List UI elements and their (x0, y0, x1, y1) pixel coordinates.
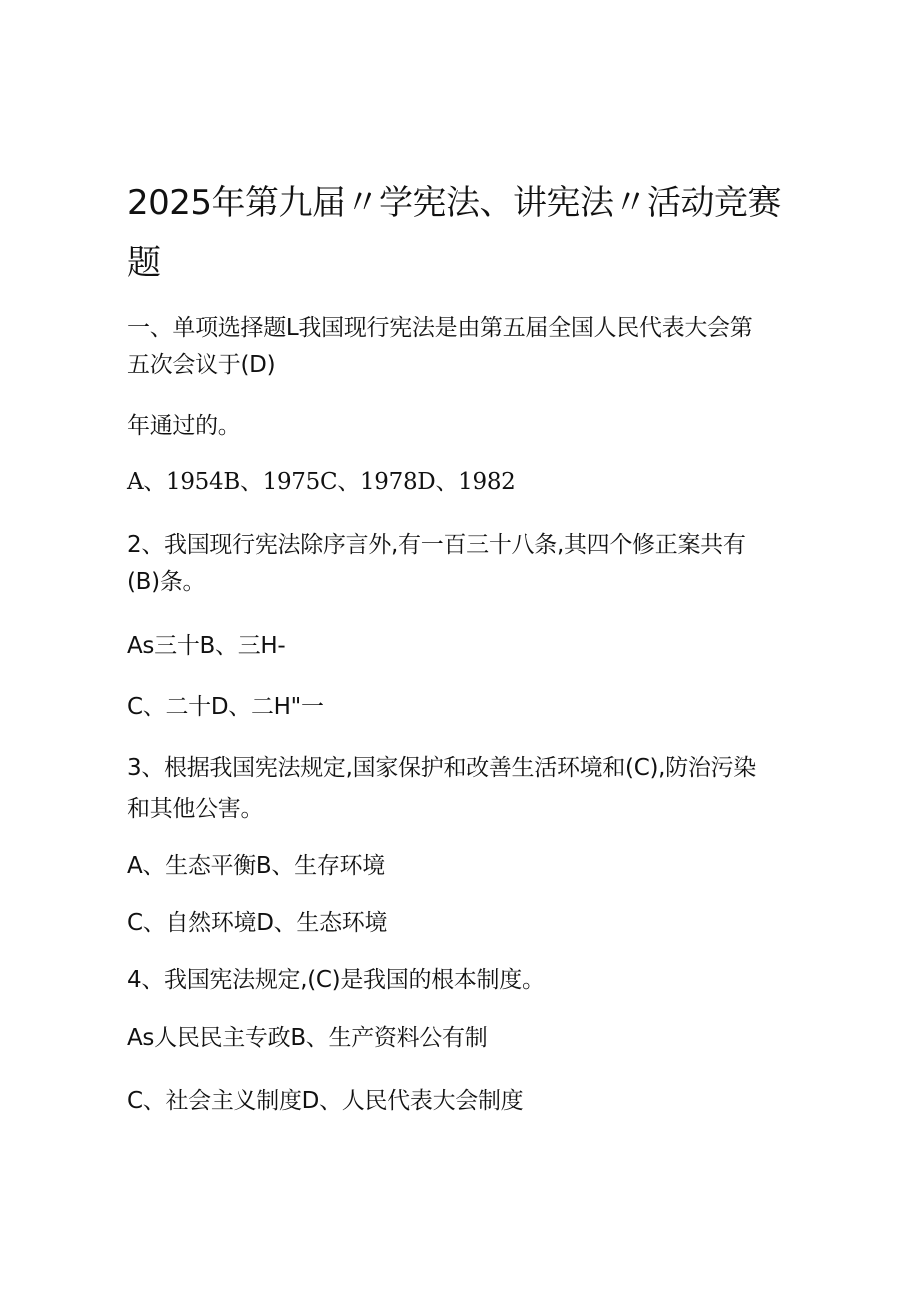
title-line-2: 题 (127, 243, 161, 283)
question-3-line-2: 和其他公害。 (127, 796, 264, 822)
question-2-line-1: 2、我国现行宪法除序言外,有一百三十八条,其四个修正案共有 (127, 532, 746, 558)
question-1-line-1: 一、单项选择题L我国现行宪法是由第五届全国人民代表大会第 (127, 315, 753, 341)
question-3-options-2: C、自然环境D、生态环境 (127, 910, 388, 936)
question-4-options-2: C、社会主义制度D、人民代表大会制度 (127, 1088, 524, 1114)
document-title (127, 173, 807, 293)
question-4-options-1: As人民民主专政B、生产资料公有制 (127, 1025, 488, 1051)
question-2-options-1: As三十B、三H- (127, 633, 286, 659)
question-1-options: A、1954B、1975C、1978D、1982 (127, 469, 516, 495)
question-3-options-1: A、生态平衡B、生存环境 (127, 853, 385, 879)
question-1-line-3: 年通过的。 (127, 413, 241, 439)
question-2-options-2: C、二十D、二H"一 (127, 694, 324, 720)
question-4-line-1: 4、我国宪法规定,(C)是我国的根本制度。 (127, 967, 545, 993)
question-3-line-1: 3、根据我国宪法规定,国家保护和改善生活环境和(C),防治污染 (127, 755, 756, 781)
title-line-1: 2025年第九届〃学宪法、讲宪法〃活动竞赛 (127, 183, 782, 223)
question-1-line-2: 五次会议于(D) (127, 352, 276, 378)
question-2-line-2: (B)条。 (127, 569, 206, 595)
